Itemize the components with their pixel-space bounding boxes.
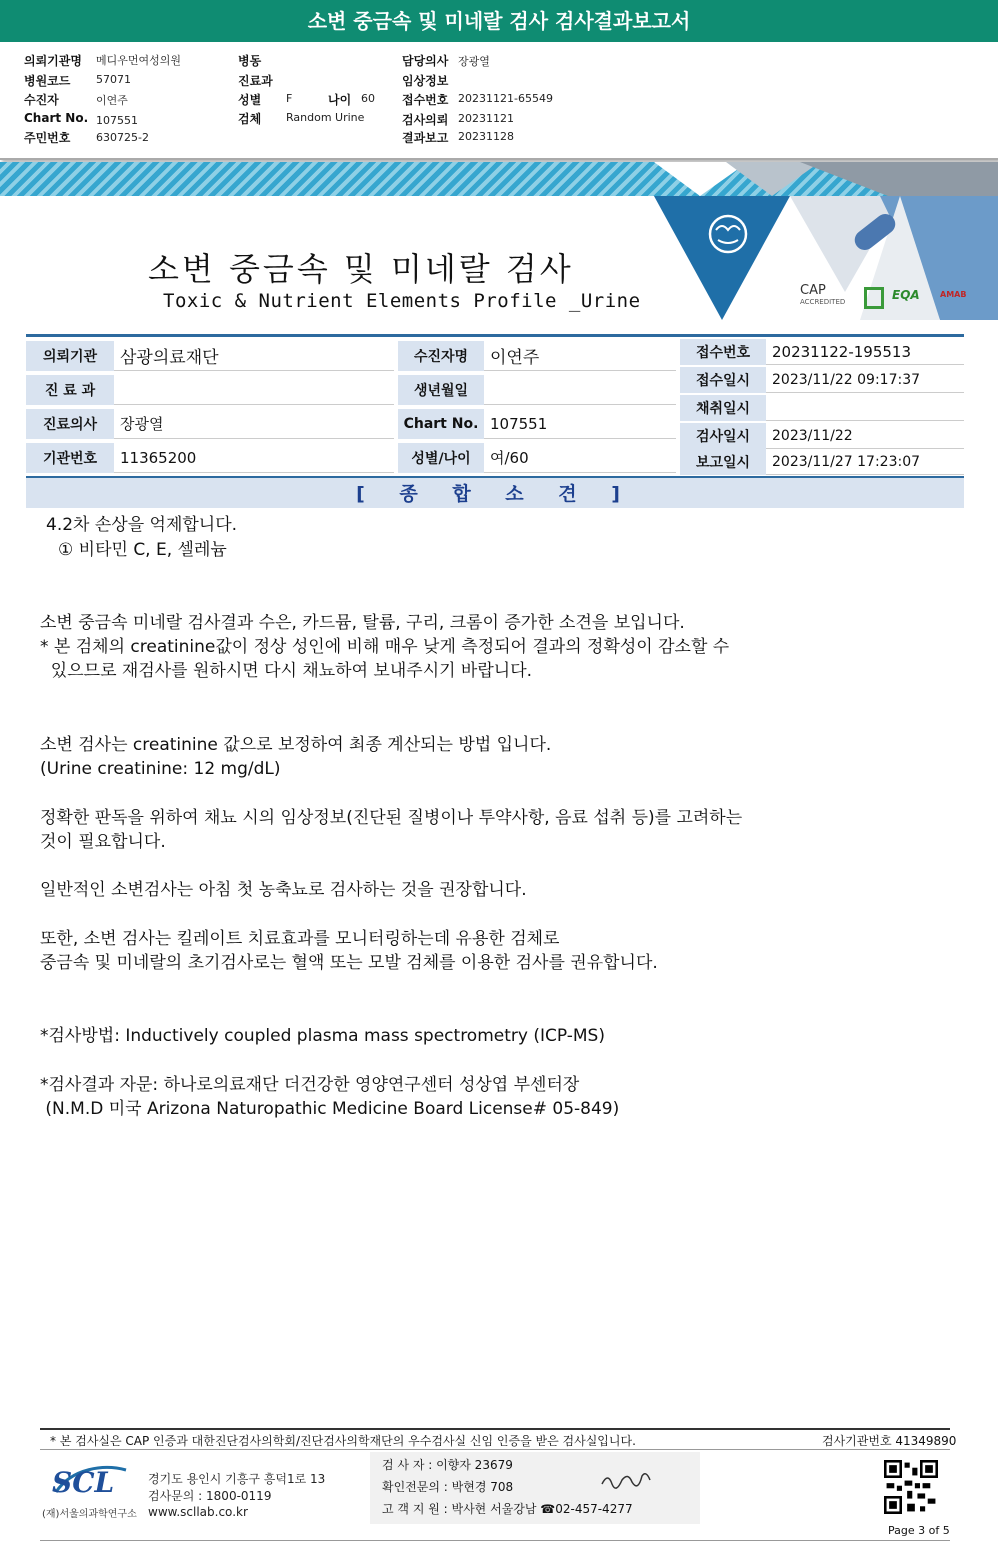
amab-logo: AMAB (940, 290, 967, 299)
field-label: 성별/나이 (398, 443, 484, 473)
summary-line: ① 비타민 C, E, 셀레늄 (58, 540, 227, 560)
receipt-number-value: 20231122-195513 (766, 339, 964, 365)
field-value (96, 52, 181, 68)
staff-row (382, 1456, 513, 1473)
scl-logo-text: SCL (52, 1466, 115, 1499)
hospital-code: 57071 (96, 73, 131, 86)
field-label: 검사의뢰 (402, 113, 449, 127)
specimen-type: Random Urine (286, 111, 365, 124)
test-title: 소변 중금속 및 미네랄 검사 (148, 250, 574, 288)
test-subtitle: Toxic & Nutrient Elements Profile _Urine (163, 290, 641, 312)
field-label: 기관번호 (26, 443, 114, 473)
header-row (24, 52, 82, 69)
receipt-number: 20231121-65549 (458, 92, 553, 105)
staff-row (382, 1500, 633, 1517)
lab-address: 경기도 용인시 기흥구 흥덕1로 13 (148, 1472, 326, 1486)
field-label: 검체 (238, 112, 262, 126)
summary-line: 있으므로 재검사를 원하시면 다시 채뇨하여 보내주시기 바랍니다. (40, 661, 533, 681)
field-label: 임상정보 (402, 74, 449, 88)
accreditation-note: * 본 검사실은 CAP 인증과 대한진단검사의학회/진단검사의학재단의 우수검사실 신임 인증을 받은 검사실입니다. (50, 1434, 636, 1448)
staff-label: 확인전문의 : (382, 1480, 448, 1494)
page-number: Page 3 of 5 (888, 1524, 950, 1537)
summary-line: 소변 검사는 creatinine 값으로 보정하여 최종 계산되는 방법 입니다. (40, 735, 552, 755)
department-value (114, 375, 394, 405)
institution-number: 11365200 (114, 443, 394, 473)
qr-code-icon (884, 1460, 938, 1514)
field-label: 접수번호 (402, 93, 449, 107)
patient-info-table (26, 334, 964, 474)
sex-age-value: 여/60 (484, 443, 676, 473)
confirming-doctor: 박현경 708 (451, 1480, 514, 1494)
field-label: 접수번호 (680, 339, 766, 365)
field-label: 수진자명 (398, 341, 484, 371)
field-label: 진료과 (238, 74, 273, 88)
summary-line: 일반적인 소변검사는 아침 첫 농축뇨로 검사하는 것을 권장합니다. (40, 880, 527, 900)
chart-number: 107551 (96, 114, 138, 127)
eqa-logo: EQA (892, 288, 920, 302)
field-label: 채취일시 (680, 395, 766, 421)
field-label: 검사일시 (680, 423, 766, 449)
footer-divider (40, 1449, 950, 1450)
request-date: 20231121 (458, 112, 514, 125)
field-label: Chart No. (24, 111, 89, 125)
report-date: 20231128 (458, 130, 514, 143)
field-label: 병원코드 (24, 74, 71, 88)
field-label: 성별 (238, 93, 262, 107)
field-label: 담당의사 (402, 54, 449, 68)
chart-number-value: 107551 (484, 409, 676, 439)
resident-number: 630725-2 (96, 131, 149, 144)
field-label: 나이 (328, 93, 352, 107)
receipt-datetime: 2023/11/22 09:17:37 (766, 367, 964, 393)
summary-section-title: [ 종 합 소 견 ] (26, 476, 964, 508)
field-label: 접수일시 (680, 367, 766, 393)
field-label: 의뢰기관명 (24, 54, 82, 68)
field-label: 생년월일 (398, 375, 484, 405)
cap-logo-text: CAP (800, 283, 826, 298)
patient-name-value: 이연주 (484, 341, 676, 371)
summary-line: 소변 중금속 미네랄 검사결과 수은, 카드뮴, 탈륨, 구리, 크롬이 증가한 소견을 보입니다. (40, 613, 685, 633)
report-datetime: 2023/11/27 17:23:07 (766, 449, 964, 475)
lab-institution-code: 검사기관번호 41349890 (822, 1434, 957, 1448)
summary-line: *검사방법: Inductively coupled plasma mass spectrometry (ICP-MS) (40, 1026, 605, 1046)
field-label: 진료의사 (26, 409, 114, 439)
summary-line: 것이 필요합니다. (40, 832, 166, 852)
age-value: 60 (361, 92, 375, 105)
report-header (0, 42, 998, 160)
staff-label: 고 객 지 원 : (382, 1502, 448, 1516)
lm-logo (864, 287, 884, 309)
test-datetime: 2023/11/22 (766, 423, 964, 449)
field-label: 의뢰기관 (26, 341, 114, 371)
footer-divider (40, 1540, 950, 1541)
signature-image (598, 1470, 654, 1492)
footer-divider (40, 1428, 950, 1430)
summary-line: 중금속 및 미네랄의 초기검사로는 혈액 또는 모발 검체를 이용한 검사를 권유합니다. (40, 953, 658, 973)
doctor-name: 장광열 (114, 409, 394, 439)
field-label: 수진자 (24, 93, 59, 107)
summary-line: 4.2차 손상을 억제합니다. (46, 515, 238, 535)
summary-line: (N.M.D 미국 Arizona Naturopathic Medicine Board License# 05-849) (40, 1099, 620, 1119)
field-label: 병동 (238, 54, 262, 68)
staff-row (382, 1478, 513, 1495)
lab-website[interactable]: www.scllab.co.kr (148, 1505, 248, 1519)
report-banner-title: 소변 중금속 및 미네랄 검사 검사결과보고서 (0, 0, 998, 42)
attending-doctor: 장광열 (458, 55, 490, 68)
field-label: 진 료 과 (26, 375, 114, 405)
cap-accredited-text: ACCREDITED (800, 298, 846, 306)
field-label: 주민번호 (24, 131, 71, 145)
institution-name: 삼광의료재단 (114, 341, 394, 371)
sex-value: F (286, 92, 293, 105)
summary-line: (Urine creatinine: 12 mg/dL) (40, 759, 281, 779)
customer-support: 박사현 서울강남 ☎02-457-4277 (451, 1502, 633, 1516)
birthdate-value (484, 375, 676, 405)
requesting-clinic: 메디우먼여성의원 (96, 54, 182, 67)
patient-name: 이연주 (96, 94, 128, 107)
summary-line: 정확한 판독을 위하여 채뇨 시의 임상정보(진단된 질병이나 투약사항, 음료 섭취 등)를 고려하는 (40, 808, 743, 828)
tester-name: 이향자 23679 (436, 1458, 513, 1472)
collection-datetime (766, 395, 964, 421)
cap-logo (800, 283, 845, 313)
lab-phone: 검사문의 : 1800-0119 (148, 1489, 272, 1503)
field-label: 결과보고 (402, 131, 449, 145)
summary-line: * 본 검체의 creatinine값이 정상 성인에 비해 매우 낮게 측정되어 결과의 정확성이 감소할 수 (40, 637, 730, 657)
staff-label: 검 사 자 : (382, 1458, 433, 1472)
summary-line: *검사결과 자문: 하나로의료재단 더건강한 영양연구센터 성상엽 부센터장 (40, 1075, 580, 1095)
summary-line: 또한, 소변 검사는 킬레이트 치료효과를 모니터링하는데 유용한 검체로 (40, 929, 560, 949)
field-label: 보고일시 (680, 449, 766, 475)
lab-name: (재)서울의과학연구소 (42, 1509, 137, 1520)
field-label: Chart No. (398, 409, 484, 439)
